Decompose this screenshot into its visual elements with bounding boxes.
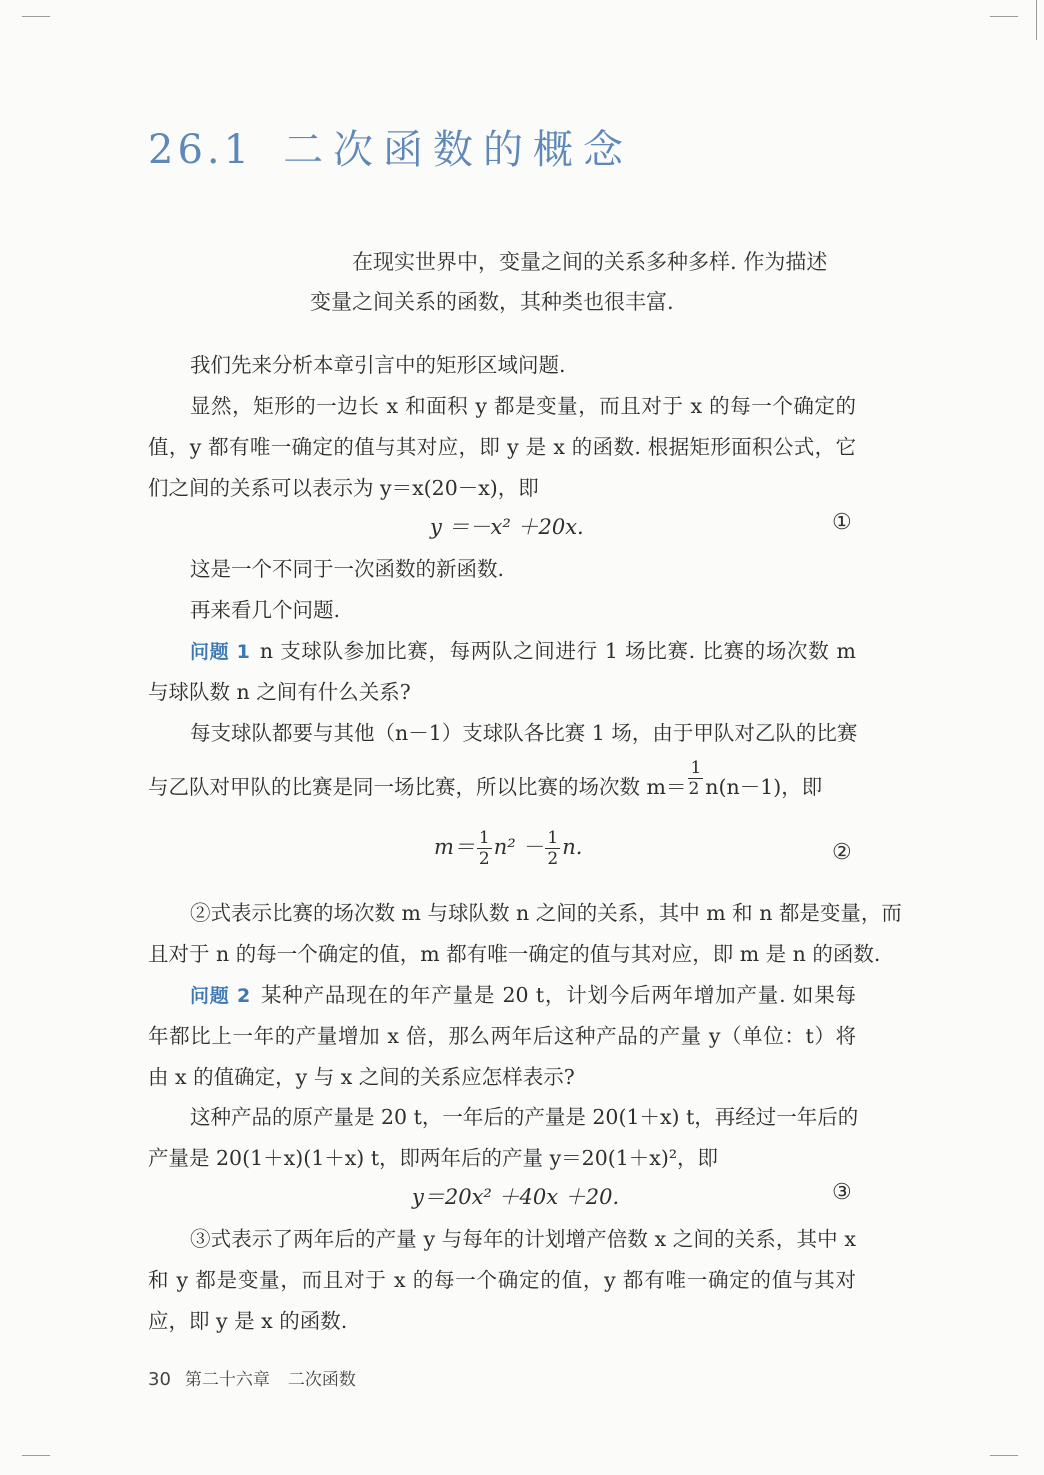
fraction [688,758,703,799]
body-line: 显然，矩形的一边长 x 和面积 y 都是变量，而且对于 x 的每一个确定的 [190,394,856,418]
section-number: 26.1 [148,127,254,173]
question-2-line [148,978,856,1008]
body-line: 每支球队都要与其他（n－1）支球队各比赛 1 场，由于甲队对乙队的比赛 [190,721,858,745]
body-line: ②式表示比赛的场次数 m 与球队数 n 之间的关系，其中 m 和 n 都是变量，而 [190,901,902,925]
fraction-denominator: 2 [688,779,700,799]
crop-mark [22,1455,50,1456]
equation-1: y ＝－x² ＋20x. [430,515,584,539]
page-footer [148,1365,356,1390]
equation-3: y＝20x² ＋40x ＋20. [412,1185,620,1209]
equation-number: ③ [832,1180,852,1205]
equation-2 [434,828,582,869]
fraction-numerator: 1 [690,758,702,778]
section-heading [148,118,633,175]
chapter-title: 二次函数 [287,1370,356,1390]
body-line: 由 x 的值确定，y 与 x 之间的关系应怎样表示? [148,1065,575,1089]
text-segment: 与乙队对甲队的比赛是同一场比赛，所以比赛的场次数 m＝ [148,775,687,799]
equation-number: ② [832,840,852,865]
body-line: 和 y 都是变量，而且对于 x 的每一个确定的值，y 都有唯一确定的值与其对 [148,1268,856,1292]
question-text: n 支球队参加比赛，每两队之间进行 1 场比赛. 比赛的场次数 m [259,639,856,663]
crop-mark [1036,0,1037,40]
body-line: 且对于 n 的每一个确定的值，m 都有唯一确定的值与其对应，即 m 是 n 的函数. [148,942,881,966]
eq-part: n² － [493,835,544,859]
eq-part: n. [562,835,583,859]
body-line: 应，即 y 是 x 的函数. [148,1309,348,1333]
crop-mark [990,16,1018,17]
question-1-line [148,634,856,664]
body-line: 与球队数 n 之间有什么关系? [148,680,411,704]
fraction [477,828,492,869]
equation-number: ① [832,510,852,535]
intro-line: 在现实世界中，变量之间的关系多种多样. 作为描述 [352,250,828,274]
eq-part: m＝ [434,835,475,859]
page-number: 30 [148,1369,171,1390]
fraction-denominator: 2 [478,849,490,869]
body-line: 值，y 都有唯一确定的值与其对应，即 y 是 x 的函数. 根据矩形面积公式，它 [148,435,856,459]
intro-line: 变量之间关系的函数，其种类也很丰富. [310,290,674,314]
section-title: 二次函数的概念 [283,127,634,173]
chapter-label: 第二十六章 [184,1370,270,1390]
fraction-numerator: 1 [547,828,559,848]
section-intro [310,242,855,322]
body-line: 这是一个不同于一次函数的新函数. [190,557,505,581]
crop-mark [22,16,50,17]
body-line: 再来看几个问题. [190,598,341,622]
question-tag: 问题 2 [190,985,251,1007]
question-tag: 问题 1 [190,641,250,663]
crop-mark [990,1455,1018,1456]
fraction [545,828,560,869]
body-line: 们之间的关系可以表示为 y＝x(20－x)，即 [148,476,539,500]
body-line-with-fraction [148,758,856,800]
text-segment: n(n－1)，即 [705,775,823,799]
body-line: ③式表示了两年后的产量 y 与每年的计划增产倍数 x 之间的关系，其中 x [190,1227,856,1251]
question-text: 某种产品现在的年产量是 20 t，计划今后两年增加产量. 如果每 [260,983,857,1007]
fraction-denominator: 2 [547,849,559,869]
body-line: 这种产品的原产量是 20 t，一年后的产量是 20(1＋x) t，再经过一年后的 [190,1105,859,1129]
body-line: 年都比上一年的产量增加 x 倍，那么两年后这种产品的产量 y（单位：t）将 [148,1024,856,1048]
body-line: 我们先来分析本章引言中的矩形区域问题. [190,353,566,377]
fraction-numerator: 1 [478,828,490,848]
body-line: 产量是 20(1＋x)(1＋x) t，即两年后的产量 y＝20(1＋x)²，即 [148,1146,719,1170]
